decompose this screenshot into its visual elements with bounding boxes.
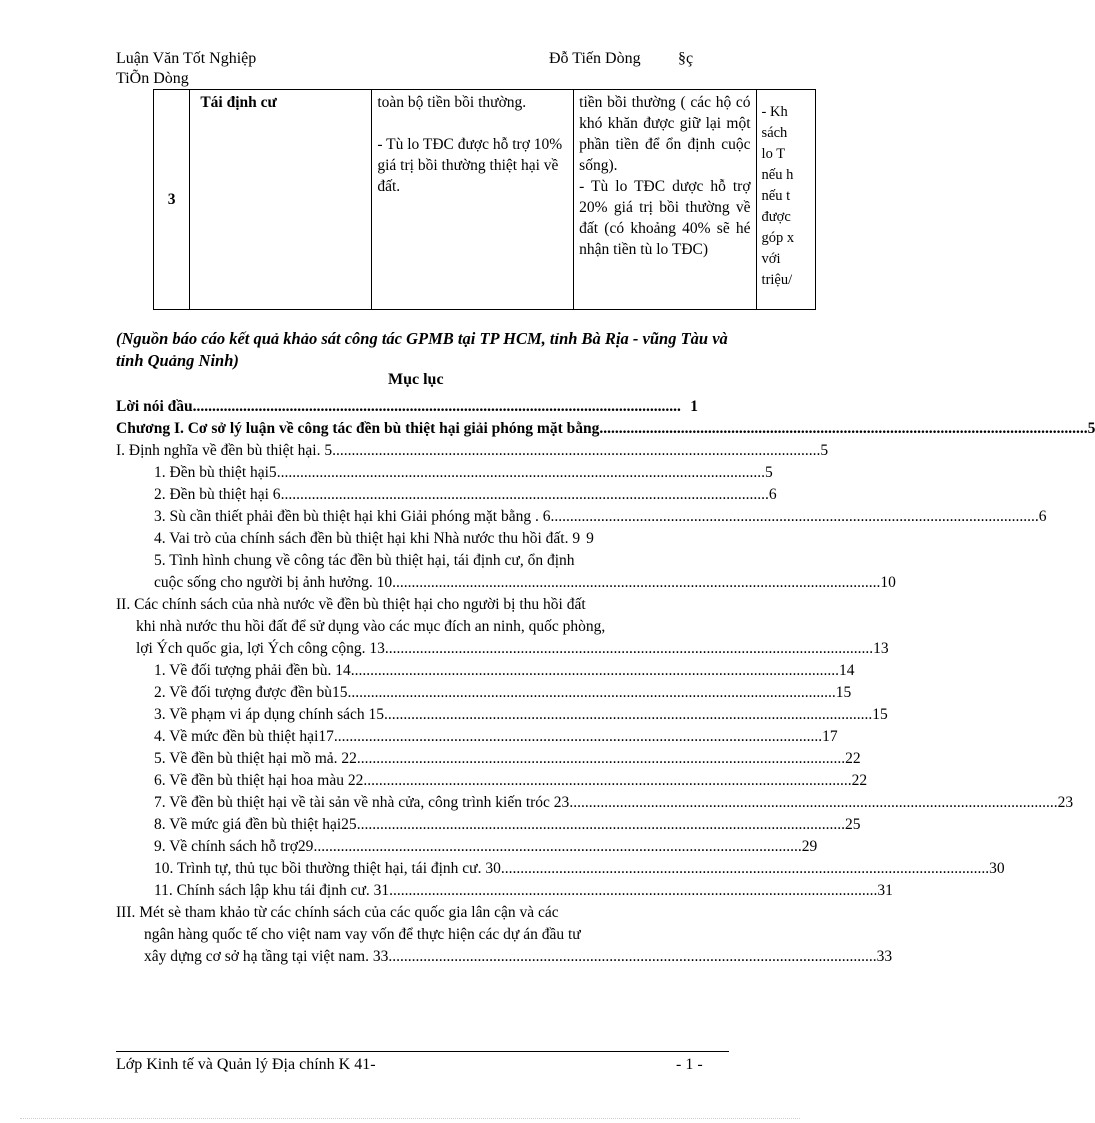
toc-entry[interactable]: 10. Trình tự, thủ tục bồi thường thiệt hại, tái định cư. 30 .............................................................................................................................. 30: [154, 860, 1005, 877]
toc-entry[interactable]: 3. Sù cần thiết phải đền bù thiệt hại khi Giải phóng mặt bằng . 6 .............................................................................................................................. 6: [154, 508, 1047, 525]
col4-line: với: [761, 251, 781, 267]
toc-entry-section-1[interactable]: I. Định nghĩa về đền bù thiệt hại. 5 .............................................................................................................................. 5: [116, 442, 829, 459]
toc-entry[interactable]: 2. Về đối tượng được đền bù15 .............................................................................................................................. 15: [154, 684, 852, 701]
toc-entry-preface[interactable]: Lời nói đầu .............................................................................................................................. 1: [116, 398, 698, 415]
toc-entry[interactable]: 6. Về đền bù thiệt hại hoa màu 22 .............................................................................................................................. 22: [154, 772, 868, 789]
header-title: Luận Văn Tốt Nghiệp: [116, 50, 257, 67]
toc-entry-line[interactable]: khi nhà nước thu hồi đất để sử dụng vào các mục đích an ninh, quốc phòng,: [136, 618, 606, 635]
footer-page-number: - 1 -: [676, 1056, 703, 1073]
toc-entry[interactable]: xây dựng cơ sở hạ tầng tại việt nam. 33 .............................................................................................................................. 33: [144, 948, 893, 965]
col3-paragraph2: - Tù lo TĐC dược hỗ trợ 20% giá trị bồi thường về đất (có khoảng 40% sẽ hé nhận tiền tù lo TĐC): [579, 178, 751, 258]
header-author: Đỗ Tiến Dòng: [549, 50, 641, 67]
source-note: (Nguồn báo cáo kết quả khảo sát công tác GPMB tại TP HCM, tỉnh Bà Rịa - vũng Tàu và tỉnh Quảng Ninh): [116, 329, 728, 370]
toc-entry[interactable]: 9. Về chính sách hỗ trợ29 .............................................................................................................................. 29: [154, 838, 818, 855]
col2-cell: [372, 90, 574, 310]
toc-entry-line[interactable]: ngân hàng quốc tế cho việt nam vay vốn để thực hiện các dự án đầu tư: [144, 926, 581, 943]
col4-line: được: [761, 209, 791, 225]
col4-line: nếu t: [761, 188, 791, 204]
toc-entry[interactable]: cuộc sống cho người bị ảnh hưởng. 10 .............................................................................................................................. 10: [154, 574, 896, 591]
toc-entry[interactable]: lợi Ých quốc gia, lợi Ých công cộng. 13 .............................................................................................................................. 13: [136, 640, 889, 657]
header-name-garbled: TiÕn Dòng: [116, 70, 189, 87]
toc-entry[interactable]: 3. Về phạm vi áp dụng chính sách 15 .............................................................................................................................. 15: [154, 706, 888, 723]
toc-entry-chapter-1[interactable]: Chương I. Cơ sở lý luận về công tác đền bù thiệt hại giải phóng mặt bằng .............................................................................................................................. 5: [116, 420, 1095, 437]
footer-divider: [116, 1051, 729, 1052]
row-number: 3: [154, 90, 190, 310]
toc-entry[interactable]: 4. Vai trò của chính sách đền bù thiệt hại khi Nhà nước thu hồi đất. 9 9: [154, 530, 594, 547]
toc-entry[interactable]: 2. Đền bù thiệt hại 6 .............................................................................................................................. 6: [154, 486, 777, 503]
toc-entry[interactable]: 8. Về mức giá đền bù thiệt hại25 .............................................................................................................................. 25: [154, 816, 861, 833]
col4-line: - Kh: [761, 104, 788, 120]
col4-cell: [756, 90, 815, 310]
col4-line: lo T: [761, 146, 786, 162]
toc-title: Mục lục: [388, 371, 444, 388]
col4-line: góp x: [761, 230, 795, 246]
col3-cell: [574, 90, 756, 310]
table-of-contents: [116, 396, 1095, 968]
col2-paragraph: - Tù lo TĐC được hỗ trợ 10% giá trị bồi thường thiệt hại về đất.: [377, 136, 563, 195]
col3-paragraph1: tiền bồi thường ( các hộ có khó khăn được giữ lại một phần tiền để ổn định cuộc sống).: [579, 94, 751, 174]
col2-line1: toàn bộ tiền bồi thường.: [377, 94, 527, 111]
toc-entry[interactable]: 1. Về đối tượng phải đền bù. 14 .............................................................................................................................. 14: [154, 662, 855, 679]
toc-entry[interactable]: 11. Chính sách lập khu tái định cư. 31 .............................................................................................................................. 31: [154, 882, 893, 899]
toc-entry[interactable]: 1. Đền bù thiệt hại5 .............................................................................................................................. 5: [154, 464, 773, 481]
toc-entry[interactable]: 4. Về mức đền bù thiệt hại17 .............................................................................................................................. 17: [154, 728, 838, 745]
col4-line: nếu h: [761, 167, 794, 183]
toc-entry-section-3[interactable]: III. Mét sè tham khảo từ các chính sách của các quốc gia lân cận và các: [116, 904, 559, 921]
row-title: Tái định cư: [190, 90, 372, 310]
page-bottom-border: [20, 1118, 800, 1119]
policy-table: [153, 89, 816, 310]
col4-line: triệu/: [761, 272, 793, 288]
toc-entry[interactable]: 7. Về đền bù thiệt hại về tài sản về nhà cửa, công trình kiến tróc 23 .............................................................................................................................. 23: [154, 794, 1074, 811]
toc-entry-line[interactable]: 5. Tình hình chung về công tác đền bù thiệt hại, tái định cư, ổn định: [154, 552, 575, 569]
toc-entry[interactable]: 5. Về đền bù thiệt hại mồ mả. 22 .............................................................................................................................. 22: [154, 750, 861, 767]
col4-line: sách: [761, 125, 788, 141]
header-symbol: §ç: [678, 50, 694, 67]
footer-class: Lớp Kinh tế và Quản lý Địa chính K 41-: [116, 1056, 376, 1073]
toc-entry-section-2[interactable]: II. Các chính sách của nhà nước về đền bù thiệt hại cho người bị thu hồi đất: [116, 596, 586, 613]
